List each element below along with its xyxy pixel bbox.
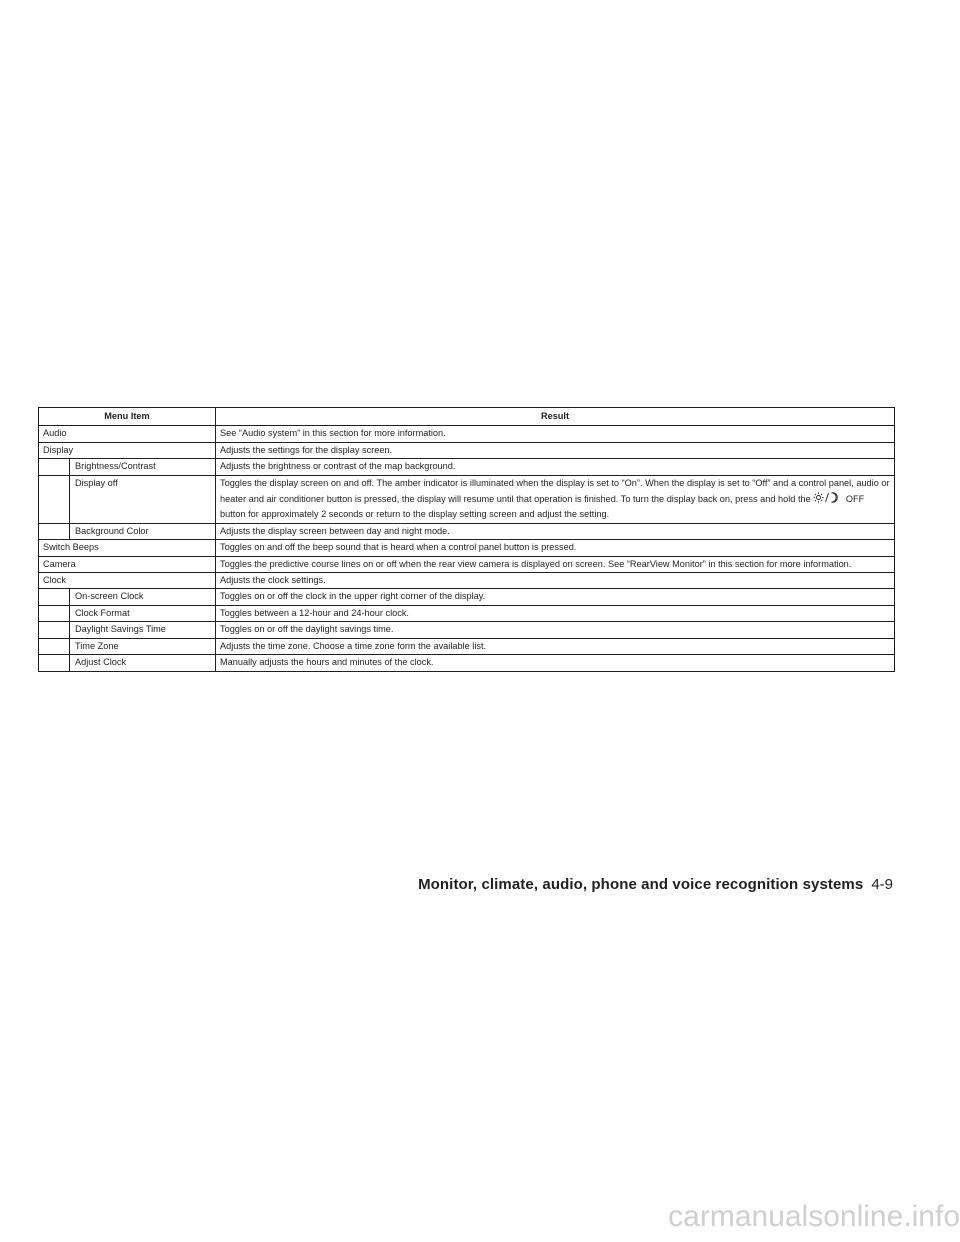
page-footer [0,876,893,894]
row-camera-item: Camera [39,556,216,572]
row-brightness-item: Brightness/Contrast [39,459,216,475]
header-menu-item: Menu Item [39,408,216,426]
row-clock-item: Clock [39,573,216,589]
menu-settings-table [38,407,895,672]
table-row [39,556,895,572]
row-switch-beeps-result: Toggles on and off the beep sound that is heard when a control panel button is pressed. [216,540,895,556]
row-daylight-result: Toggles on or off the daylight savings time. [216,622,895,638]
row-background-color-result: Adjusts the display screen between day and night mode. [216,523,895,539]
row-adjust-clock-result: Manually adjusts the hours and minutes of the clock. [216,655,895,671]
row-switch-beeps-item: Switch Beeps [39,540,216,556]
row-onscreen-clock-result: Toggles on or off the clock in the upper right corner of the display. [216,589,895,605]
row-clock-format-item: Clock Format [39,605,216,621]
row-clock-result: Adjusts the clock settings. [216,573,895,589]
section-title: Monitor, climate, audio, phone and voice recognition systems [418,876,864,893]
table-row [39,523,895,539]
row-onscreen-clock-item: On-screen Clock [39,589,216,605]
row-audio-result: See “Audio system” in this section for more information. [216,426,895,442]
row-display-off-item: Display off [39,475,216,523]
row-daylight-item: Daylight Savings Time [39,622,216,638]
header-result: Result [216,408,895,426]
table-row [39,589,895,605]
table-row [39,605,895,621]
page-number: 4-9 [871,876,893,893]
display-off-text-1: Toggles the display screen on and off. The amber indicator is illuminated when the display is set to “On”. When the display is set to “Off” and a control panel, audio or heater and air conditioner button is pressed, the display will resume until that operation is finished. To turn the display back on, press and hold the [220,477,890,505]
row-clock-format-result: Toggles between a 12-hour and 24-hour clock. [216,605,895,621]
row-audio-item: Audio [39,426,216,442]
table-row [39,442,895,458]
row-brightness-result: Adjusts the brightness or contrast of the map background. [216,459,895,475]
table-row [39,459,895,475]
table-row [39,475,895,523]
row-time-zone-item: Time Zone [39,638,216,654]
table-row [39,573,895,589]
row-background-color-item: Background Color [39,523,216,539]
row-adjust-clock-item: Adjust Clock [39,655,216,671]
row-camera-result: Toggles the predictive course lines on or off when the rear view camera is displayed on screen. See “RearView Monitor” in this section for more information. [216,556,895,572]
row-display-off-result [216,475,895,523]
table-row [39,426,895,442]
row-display-item: Display [39,442,216,458]
table-row [39,622,895,638]
table-row [39,655,895,671]
row-time-zone-result: Adjusts the time zone. Choose a time zone form the available list. [216,638,895,654]
table-row [39,638,895,654]
display-off-text-2: OFF button for approximately 2 seconds or return to the display setting screen and adjust the setting. [220,494,865,520]
watermark: carmanualsonline.info [668,1200,960,1233]
day-night-icon [813,491,843,504]
table-header-row [39,408,895,426]
row-display-result: Adjusts the settings for the display screen. [216,442,895,458]
table-row [39,540,895,556]
